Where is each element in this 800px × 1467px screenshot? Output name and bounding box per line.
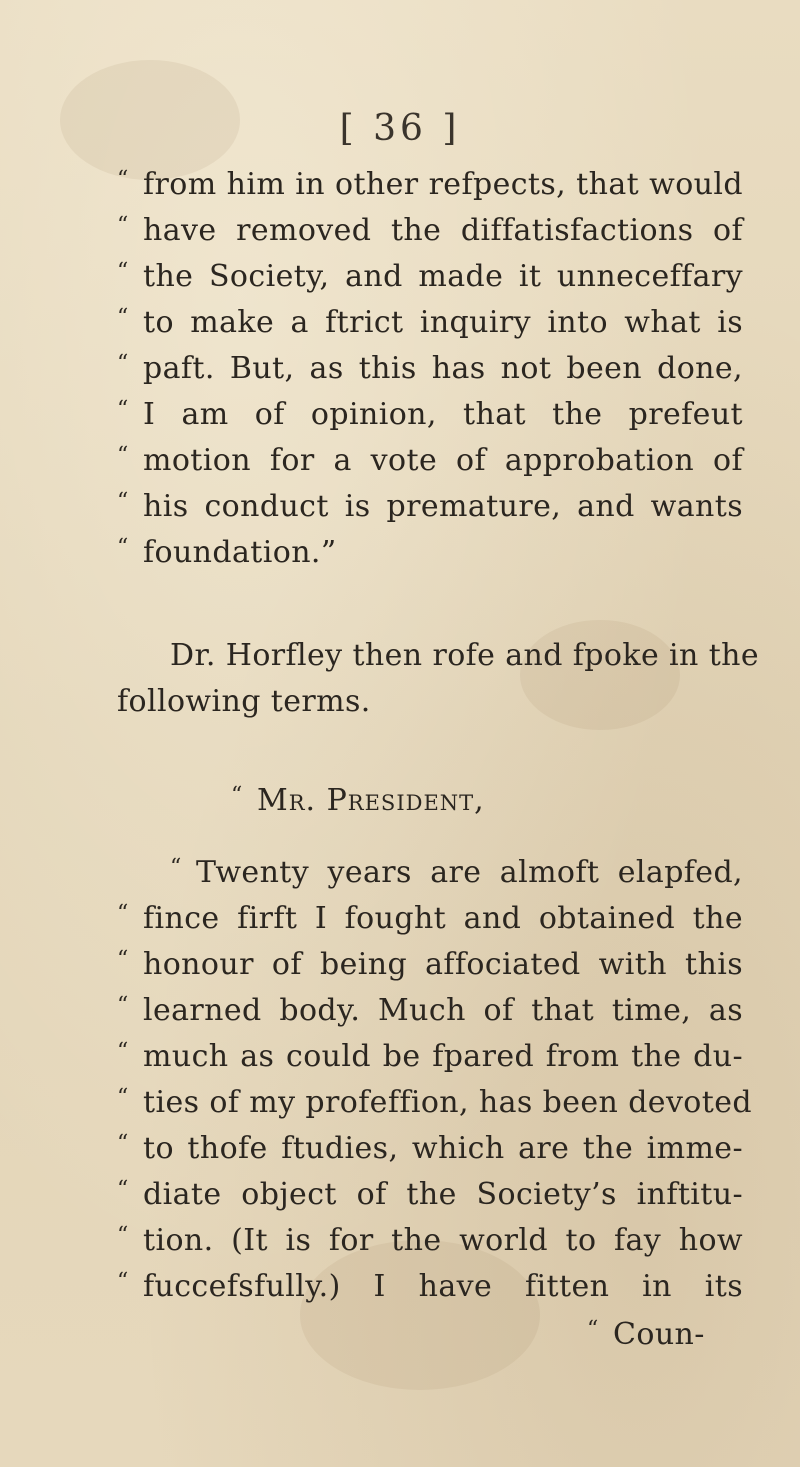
text-line: “ foundation.” bbox=[143, 528, 743, 573]
text-line: “ fuccefsfully.) I have fitten in its bbox=[143, 1262, 743, 1307]
page-number-header: [ 36 ] bbox=[339, 108, 461, 149]
text-line: “ honour of being affociated with this bbox=[143, 940, 743, 985]
quote-mark: “ bbox=[117, 1085, 129, 1110]
quote-mark: “ bbox=[117, 1269, 129, 1294]
text-line: “ fince firft I fought and obtained the bbox=[143, 894, 743, 939]
quote-mark: “ bbox=[231, 783, 243, 808]
catchword: “ Coun- bbox=[613, 1310, 705, 1355]
text-line: “ I am of opinion, that the prefeut bbox=[143, 390, 743, 435]
quote-mark: “ bbox=[117, 397, 129, 422]
text-line: “ have removed the diffatisfactions of bbox=[143, 206, 743, 251]
text-line: “ learned body. Much of that time, as bbox=[143, 986, 743, 1031]
quote-mark: “ bbox=[117, 1177, 129, 1202]
text-line: “ motion for a vote of approbation of bbox=[143, 436, 743, 481]
quote-mark: “ bbox=[117, 443, 129, 468]
salutation: “ Mr. President, bbox=[257, 776, 800, 821]
quote-mark: “ bbox=[117, 305, 129, 330]
text-line: “ much as could be fpared from the du- bbox=[143, 1032, 743, 1077]
quote-mark: “ bbox=[117, 259, 129, 284]
quote-mark: “ bbox=[117, 535, 129, 560]
text-line: “ the Society, and made it unneceffary bbox=[143, 252, 743, 297]
text-line: “ diate object of the Society’s inftitu- bbox=[143, 1170, 743, 1215]
quote-mark: “ bbox=[117, 993, 129, 1018]
quote-mark: “ bbox=[117, 947, 129, 972]
quote-mark: “ bbox=[117, 489, 129, 514]
quote-mark: “ bbox=[587, 1317, 599, 1342]
text-line: “ from him in other refpects, that would bbox=[143, 160, 743, 205]
text-line: “ paft. But, as this has not been done, bbox=[143, 344, 743, 389]
quote-mark: “ bbox=[117, 351, 129, 376]
text-line: following terms. bbox=[117, 684, 371, 719]
text-line: “ to thofe ftudies, which are the imme- bbox=[143, 1124, 743, 1169]
text-line: “ Twenty years are almoft elapfed, bbox=[196, 848, 743, 893]
text-line: “ his conduct is premature, and wants bbox=[143, 482, 743, 527]
quote-mark: “ bbox=[117, 1131, 129, 1156]
quote-mark: “ bbox=[117, 167, 129, 192]
text-line: “ to make a ftrict inquiry into what is bbox=[143, 298, 743, 343]
quote-mark: “ bbox=[117, 213, 129, 238]
quote-mark: “ bbox=[170, 855, 182, 880]
text-line: Dr. Horfley then rofe and fpoke in the bbox=[170, 638, 760, 673]
text-line: “ ties of my profeffion, has been devoted bbox=[143, 1078, 743, 1123]
quote-mark: “ bbox=[117, 1039, 129, 1064]
quote-mark: “ bbox=[117, 901, 129, 926]
quote-mark: “ bbox=[117, 1223, 129, 1248]
text-line: “ tion. (It is for the world to fay how bbox=[143, 1216, 743, 1261]
